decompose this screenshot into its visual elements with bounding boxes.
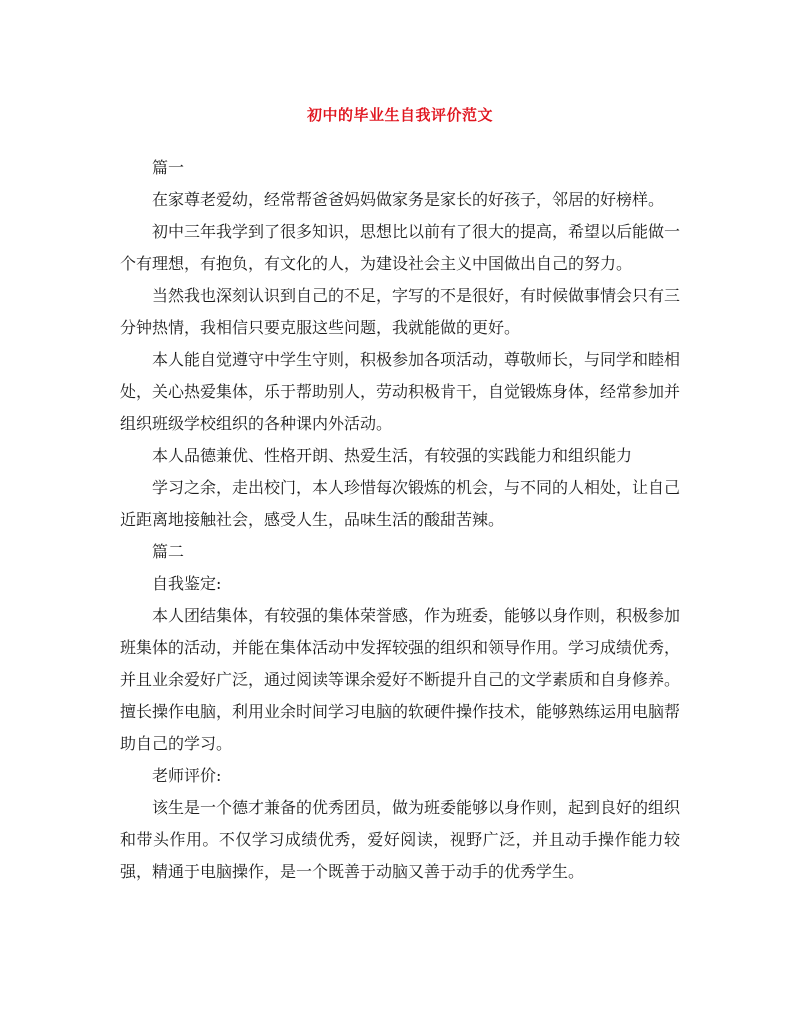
subheading-self-assessment: 自我鉴定: xyxy=(152,574,222,593)
paragraph: 本人品德兼优、性格开朗、热爱生活，有较强的实践能力和组织能力 xyxy=(152,446,633,465)
paragraph: 在家尊老爱幼，经常帮爸爸妈妈做家务是家长的好孩子，邻居的好榜样。 xyxy=(152,190,665,209)
paragraph: 初中三年我学到了很多知识，思想比以前有了很大的提高，希望以后能做一个有理想，有抱负，有文化的人，为建设社会主义中国做出自己的努力。 xyxy=(120,222,681,273)
section-heading-1: 篇一 xyxy=(152,158,185,177)
subheading-teacher-evaluation: 老师评价: xyxy=(152,766,222,785)
paragraph: 本人能自觉遵守中学生守则，积极参加各项活动，尊敬师长，与同学和睦相处，关心热爱集体，乐于帮助别人，劳动积极肯干，自觉锻炼身体，经常参加并组织班级学校组织的各种课内外活动。 xyxy=(120,350,681,433)
paragraph: 本人团结集体，有较强的集体荣誉感，作为班委，能够以身作则，积极参加班集体的活动，并能在集体活动中发挥较强的组织和领导作用。学习成绩优秀，并且业余爱好广泛，通过阅读等课余爱好不断提升自己的文学素质和自身修养。擅长操作电脑，利用业余时间学习电脑的软硬件操作技术，能够熟练运用电脑帮助自己的学习。 xyxy=(120,606,681,753)
paragraph: 当然我也深刻认识到自己的不足，字写的不是很好，有时候做事情会只有三分钟热情，我相信只要克服这些问题，我就能做的更好。 xyxy=(120,286,681,337)
document-title: 初中的毕业生自我评价范文 xyxy=(306,106,493,124)
document-body xyxy=(120,152,680,888)
section-heading-2: 篇二 xyxy=(152,542,185,561)
paragraph: 该生是一个德才兼备的优秀团员，做为班委能够以身作则，起到良好的组织和带头作用。不仅学习成绩优秀，爱好阅读，视野广泛，并且动手操作能力较强，精通于电脑操作，是一个既善于动脑又善于动手的优秀学生。 xyxy=(120,798,681,881)
paragraph: 学习之余，走出校门，本人珍惜每次锻炼的机会，与不同的人相处，让自己近距离地接触社会，感受人生，品味生活的酸甜苦辣。 xyxy=(120,478,681,529)
